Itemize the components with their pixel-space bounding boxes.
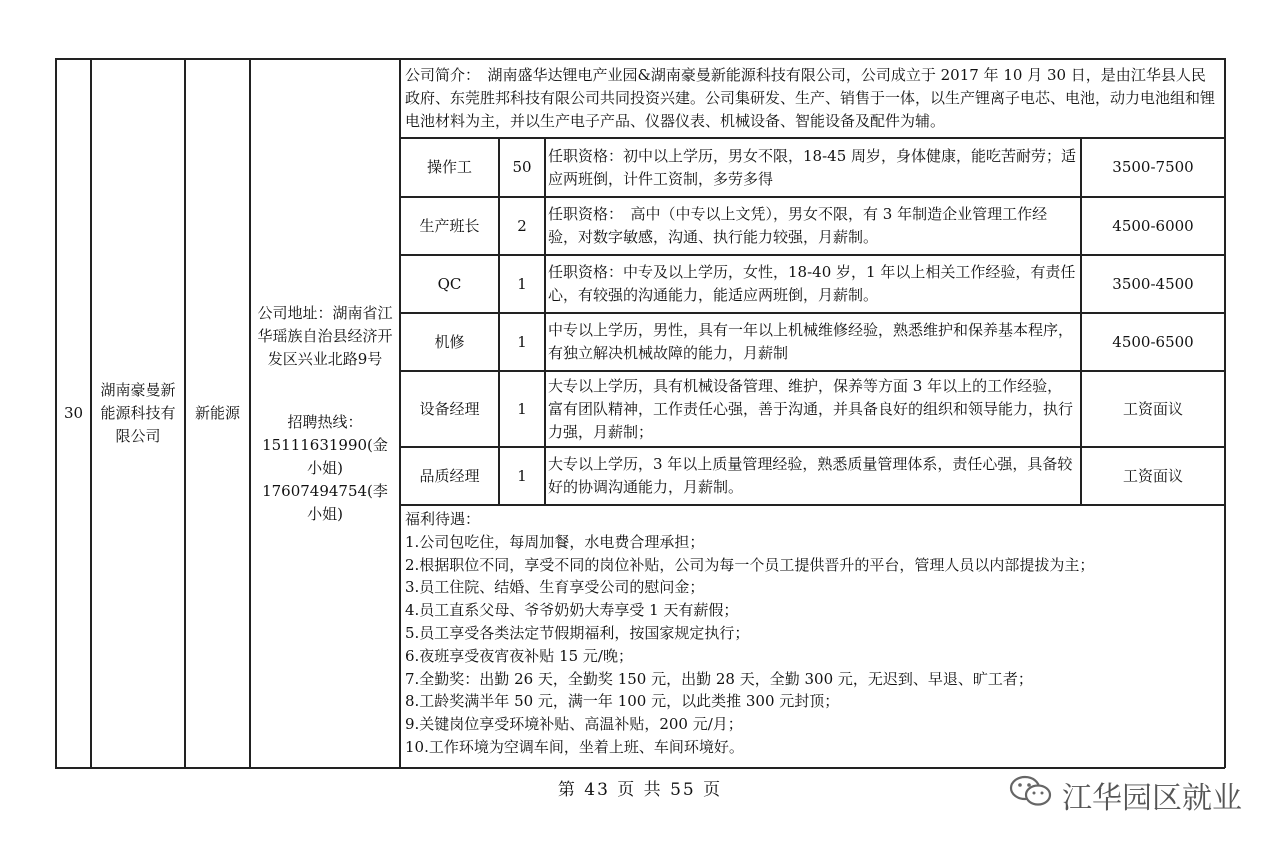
position-count: 50: [512, 158, 532, 176]
position-count: 1: [517, 466, 527, 485]
benefit-item: 1.公司包吃住，每周加餐，水电费合理承担；: [405, 532, 705, 551]
position-requirements: [548, 314, 1076, 370]
position-requirements-text: 任职资格：中专及以上学历，女性，18-40 岁，1 年以上相关工作经验，有责任心，有较强的沟通能力，能适应两班倒，月薪制。: [548, 263, 1076, 304]
position-salary: 4500-6500: [1112, 332, 1194, 351]
watermark: [1008, 773, 1242, 817]
watermark-text: 江华园区就业: [1062, 781, 1242, 816]
benefit-item: 2.根据职位不同，享受不同的岗位补贴，公司为每一个员工提供晋升的平台，管理人员以内部提拔为主；: [405, 555, 1095, 574]
page-footer: 第 43 页 共 55 页: [557, 780, 723, 800]
position-count: 1: [517, 399, 527, 418]
position-requirements-text: 大专以上学历，具有机械设备管理、维护，保养等方面 3 年以上的工作经验，富有团队精神，工作责任心强，善于沟通，并具备良好的组织和领导能力，执行力强，月薪制；: [548, 376, 1074, 441]
company-intro: 公司简介： 湖南盛华达锂电产业园&湖南豪曼新能源科技有限公司，公司成立于 2017 年 10 月 30 日，是由江华县人民政府、东莞胜邦科技有限公司共同投资兴建。公司集研发、生产、销售于一体，以生产锂离子电芯、电池，动力电池组和锂电池材料为主，并以生产电子产品、仪器仪表、机械设备、智能设备及配件为辅。: [405, 66, 1216, 130]
wechat-icon: [1008, 774, 1054, 816]
position-title: 机修: [434, 332, 465, 351]
company-name: [92, 60, 184, 767]
company-address: 公司地址：湖南省江华瑶族自治县经济开发区兴业北路9号: [257, 303, 393, 368]
position-title: 设备经理: [419, 399, 480, 418]
position-count: 1: [517, 332, 527, 351]
benefit-item: 6.夜班享受夜宵夜补贴 15 元/晚；: [405, 646, 633, 665]
benefits-title: 福利待遇：: [405, 510, 481, 528]
position-requirements-text: 任职资格： 高中（中专以上文凭），男女不限，有 3 年制造企业管理工作经验，对数字敏感，沟通、执行能力较强，月薪制。: [548, 205, 1048, 246]
contact-cell: [251, 60, 399, 767]
position-requirements: [548, 139, 1076, 196]
position-salary: 3500-4500: [1112, 274, 1194, 293]
benefits-section: [405, 508, 1220, 759]
benefit-item: 3.员工住院、结婚、生育享受公司的慰问金；: [405, 578, 705, 597]
benefit-item: 7.全勤奖：出勤 26 天，全勤奖 150 元，出勤 28 天，全勤 300 元，无迟到、早退、旷工者；: [405, 669, 1033, 688]
position-requirements: [548, 372, 1076, 446]
position-requirements: [548, 256, 1076, 312]
position-title: 品质经理: [419, 466, 480, 485]
position-salary: 4500-6000: [1112, 216, 1194, 235]
position-requirements-text: 中专以上学历，男性，具有一年以上机械维修经验，熟悉维护和保养基本程序，有独立解决机械故障的能力，月薪制: [548, 321, 1074, 362]
benefit-item: 5.员工享受各类法定节假期福利，按国家规定执行；: [405, 623, 750, 642]
position-requirements-text: 大专以上学历，3 年以上质量管理经验，熟悉质量管理体系，责任心强，具备较好的协调沟通能力，月薪制。: [548, 455, 1073, 496]
benefit-item: 8.工龄奖满半年 50 元，满一年 100 元，以此类推 300 元封顶；: [405, 692, 840, 711]
hotline-label: 招聘热线：: [287, 412, 363, 431]
hotline-2: 17607494754(李小姐): [262, 481, 388, 523]
position-title: 操作工: [426, 158, 472, 176]
position-requirements: [548, 198, 1076, 254]
position-requirements-text: 任职资格：初中以上学历，男女不限，18-45 周岁，身体健康，能吃苦耐劳；适应两班倒，计件工资制，多劳多得: [548, 146, 1077, 188]
position-count: 2: [517, 216, 527, 235]
hotline-1: 15111631990(金小姐): [262, 435, 388, 477]
benefit-item: 9.关键岗位享受环境补贴、高温补贴，200 元/月；: [405, 715, 743, 734]
position-salary: 工资面议: [1122, 399, 1183, 418]
position-requirements: [548, 448, 1076, 504]
industry: 新能源: [194, 404, 240, 422]
position-salary: 3500-7500: [1112, 158, 1194, 176]
position-salary: 工资面议: [1122, 466, 1183, 485]
position-title: QC: [437, 274, 462, 293]
position-count: 1: [517, 274, 527, 293]
company-name-text: 湖南豪曼新能源科技有限公司: [100, 381, 176, 445]
benefit-item: 10.工作环境为空调车间，坐着上班、车间环境好。: [405, 737, 744, 756]
row-number: 30: [63, 404, 84, 422]
position-title: 生产班长: [419, 216, 480, 235]
benefit-item: 4.员工直系父母、爷爷奶奶大寿享受 1 天有薪假；: [405, 601, 739, 620]
